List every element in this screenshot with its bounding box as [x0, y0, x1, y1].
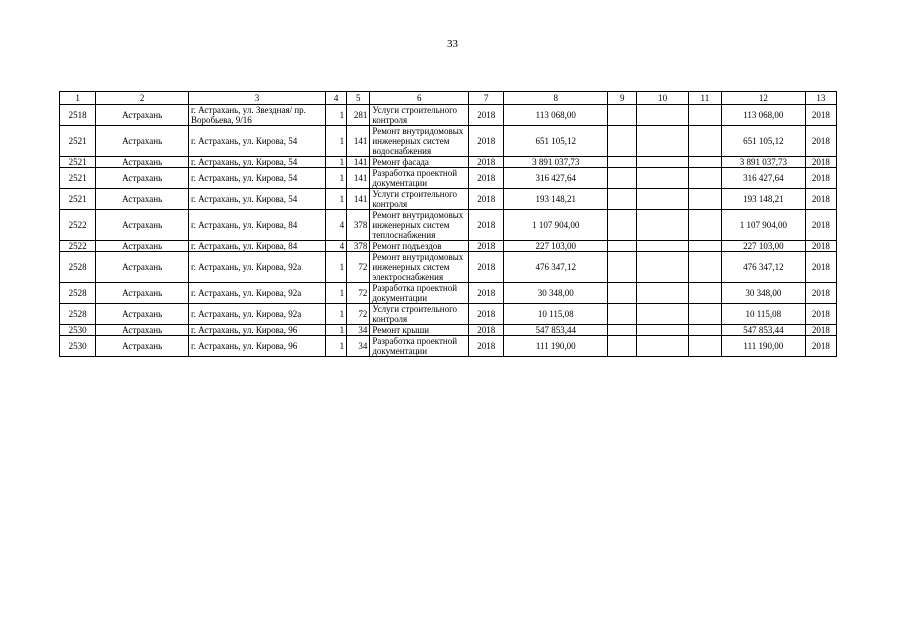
cell-col-10: [637, 336, 688, 357]
cell-address: г. Астрахань, ул. Кирова, 84: [188, 210, 325, 241]
cell-col-9: [608, 189, 637, 210]
cell-total: 651 105,12: [722, 126, 806, 157]
page-number: 33: [447, 38, 458, 50]
column-header-6: 6: [370, 92, 469, 105]
cell-col-11: [688, 304, 721, 325]
column-header-4: 4: [326, 92, 347, 105]
cell-year-2: 2018: [805, 189, 836, 210]
cell-address: г. Астрахань, ул. Кирова, 96: [188, 336, 325, 357]
cell-col-11: [688, 189, 721, 210]
cell-work-type: Разработка проектной документации: [370, 168, 469, 189]
cell-work-type: Ремонт внутридомовых инженерных систем теплоснабжения: [370, 210, 469, 241]
cell-col-11: [688, 252, 721, 283]
cell-col-9: [608, 252, 637, 283]
cell-col-9: [608, 325, 637, 336]
cell-col-11: [688, 336, 721, 357]
cell-year: 2018: [469, 283, 504, 304]
cell-object-id: 2521: [60, 189, 96, 210]
cell-year-2: 2018: [805, 105, 836, 126]
cell-total: 30 348,00: [722, 283, 806, 304]
cell-year-2: 2018: [805, 241, 836, 252]
table-row: [60, 252, 837, 283]
cell-city: Астрахань: [96, 157, 189, 168]
column-header-5: 5: [347, 92, 370, 105]
cell-city: Астрахань: [96, 325, 189, 336]
cell-col-9: [608, 304, 637, 325]
cell-col-9: [608, 105, 637, 126]
cell-total: 547 853,44: [722, 325, 806, 336]
cell-year: 2018: [469, 189, 504, 210]
table-row: [60, 157, 837, 168]
cell-year: 2018: [469, 252, 504, 283]
cell-work-type: Ремонт внутридомовых инженерных систем электроснабжения: [370, 252, 469, 283]
cell-work-type: Ремонт крыши: [370, 325, 469, 336]
cell-object-id: 2528: [60, 252, 96, 283]
cell-year: 2018: [469, 336, 504, 357]
cell-col-4: 1: [326, 105, 347, 126]
cell-work-type: Услуги строительного контроля: [370, 189, 469, 210]
cell-col-10: [637, 304, 688, 325]
cell-col-9: [608, 210, 637, 241]
cell-cost: 316 427,64: [504, 168, 608, 189]
cell-year: 2018: [469, 325, 504, 336]
header-row: [60, 92, 837, 105]
cell-total: 227 103,00: [722, 241, 806, 252]
cell-col-4: 1: [326, 126, 347, 157]
column-header-8: 8: [504, 92, 608, 105]
cell-work-type: Ремонт подъездов: [370, 241, 469, 252]
cell-col-5: 141: [347, 157, 370, 168]
cell-col-5: 141: [347, 126, 370, 157]
cell-col-5: 34: [347, 325, 370, 336]
cell-year: 2018: [469, 168, 504, 189]
cell-col-10: [637, 252, 688, 283]
cell-address: г. Астрахань, ул. Кирова, 96: [188, 325, 325, 336]
cell-col-10: [637, 210, 688, 241]
cell-cost: 3 891 037,73: [504, 157, 608, 168]
cell-cost: 193 148,21: [504, 189, 608, 210]
cell-object-id: 2530: [60, 336, 96, 357]
table-row: [60, 168, 837, 189]
cell-col-4: 1: [326, 157, 347, 168]
table-row: [60, 336, 837, 357]
cell-col-9: [608, 336, 637, 357]
cell-year-2: 2018: [805, 304, 836, 325]
cell-col-5: 34: [347, 336, 370, 357]
cell-address: г. Астрахань, ул. Кирова, 92а: [188, 283, 325, 304]
cell-total: 113 068,00: [722, 105, 806, 126]
cell-year: 2018: [469, 105, 504, 126]
cell-col-11: [688, 168, 721, 189]
cell-object-id: 2521: [60, 157, 96, 168]
column-header-1: 1: [60, 92, 96, 105]
cell-year-2: 2018: [805, 252, 836, 283]
cell-address: г. Астрахань, ул. Кирова, 92а: [188, 304, 325, 325]
column-header-7: 7: [469, 92, 504, 105]
cell-col-9: [608, 126, 637, 157]
cell-year: 2018: [469, 126, 504, 157]
cell-address: г. Астрахань, ул. Кирова, 84: [188, 241, 325, 252]
cell-city: Астрахань: [96, 105, 189, 126]
cell-col-4: 1: [326, 252, 347, 283]
cell-cost: 547 853,44: [504, 325, 608, 336]
cell-year: 2018: [469, 210, 504, 241]
cell-col-11: [688, 105, 721, 126]
table-row: [60, 304, 837, 325]
cell-col-10: [637, 168, 688, 189]
cell-work-type: Разработка проектной документации: [370, 336, 469, 357]
cell-col-10: [637, 189, 688, 210]
cell-col-5: 72: [347, 283, 370, 304]
cell-total: 3 891 037,73: [722, 157, 806, 168]
cell-col-10: [637, 283, 688, 304]
cell-cost: 1 107 904,00: [504, 210, 608, 241]
cell-year-2: 2018: [805, 336, 836, 357]
cell-cost: 476 347,12: [504, 252, 608, 283]
cell-total: 1 107 904,00: [722, 210, 806, 241]
cell-work-type: Услуги строительного контроля: [370, 105, 469, 126]
cell-col-10: [637, 157, 688, 168]
cell-col-4: 1: [326, 336, 347, 357]
cell-city: Астрахань: [96, 210, 189, 241]
cell-total: 111 190,00: [722, 336, 806, 357]
table-row: [60, 126, 837, 157]
cell-city: Астрахань: [96, 241, 189, 252]
cell-cost: 111 190,00: [504, 336, 608, 357]
cell-col-11: [688, 126, 721, 157]
cell-object-id: 2528: [60, 283, 96, 304]
cell-col-5: 72: [347, 252, 370, 283]
cell-year-2: 2018: [805, 283, 836, 304]
cell-col-5: 378: [347, 210, 370, 241]
cell-col-9: [608, 241, 637, 252]
cell-col-5: 72: [347, 304, 370, 325]
cell-col-10: [637, 126, 688, 157]
cell-year: 2018: [469, 241, 504, 252]
cell-total: 193 148,21: [722, 189, 806, 210]
table-row: [60, 210, 837, 241]
cell-cost: 651 105,12: [504, 126, 608, 157]
cell-col-4: 1: [326, 304, 347, 325]
column-header-13: 13: [805, 92, 836, 105]
cell-city: Астрахань: [96, 304, 189, 325]
cell-col-5: 378: [347, 241, 370, 252]
cell-cost: 113 068,00: [504, 105, 608, 126]
table-row: [60, 325, 837, 336]
cell-address: г. Астрахань, ул. Звездная/ пр. Воробьева, 9/16: [188, 105, 325, 126]
cell-col-4: 1: [326, 189, 347, 210]
cell-address: г. Астрахань, ул. Кирова, 92а: [188, 252, 325, 283]
cell-cost: 30 348,00: [504, 283, 608, 304]
cell-col-11: [688, 325, 721, 336]
cell-total: 316 427,64: [722, 168, 806, 189]
cell-work-type: Ремонт фасада: [370, 157, 469, 168]
cell-year-2: 2018: [805, 168, 836, 189]
cell-col-10: [637, 105, 688, 126]
cell-col-4: 1: [326, 283, 347, 304]
cell-year: 2018: [469, 304, 504, 325]
cell-address: г. Астрахань, ул. Кирова, 54: [188, 157, 325, 168]
cell-col-4: 1: [326, 325, 347, 336]
cell-object-id: 2522: [60, 210, 96, 241]
column-header-10: 10: [637, 92, 688, 105]
column-header-2: 2: [96, 92, 189, 105]
table-header: [60, 92, 837, 105]
cell-object-id: 2530: [60, 325, 96, 336]
table-body: [60, 105, 837, 357]
cell-col-4: 4: [326, 241, 347, 252]
cell-city: Астрахань: [96, 189, 189, 210]
cell-object-id: 2521: [60, 168, 96, 189]
cell-year-2: 2018: [805, 157, 836, 168]
registry-table: [59, 91, 837, 357]
cell-col-10: [637, 241, 688, 252]
cell-year-2: 2018: [805, 126, 836, 157]
cell-cost: 227 103,00: [504, 241, 608, 252]
cell-col-11: [688, 283, 721, 304]
cell-city: Астрахань: [96, 252, 189, 283]
cell-col-5: 281: [347, 105, 370, 126]
cell-object-id: 2528: [60, 304, 96, 325]
cell-col-9: [608, 168, 637, 189]
cell-city: Астрахань: [96, 168, 189, 189]
cell-address: г. Астрахань, ул. Кирова, 54: [188, 168, 325, 189]
cell-col-11: [688, 157, 721, 168]
cell-city: Астрахань: [96, 126, 189, 157]
cell-object-id: 2518: [60, 105, 96, 126]
cell-work-type: Ремонт внутридомовых инженерных систем водоснабжения: [370, 126, 469, 157]
column-header-11: 11: [688, 92, 721, 105]
cell-work-type: Услуги строительного контроля: [370, 304, 469, 325]
cell-col-11: [688, 210, 721, 241]
cell-col-5: 141: [347, 189, 370, 210]
cell-object-id: 2522: [60, 241, 96, 252]
cell-address: г. Астрахань, ул. Кирова, 54: [188, 126, 325, 157]
column-header-3: 3: [188, 92, 325, 105]
cell-col-9: [608, 157, 637, 168]
cell-col-10: [637, 325, 688, 336]
cell-address: г. Астрахань, ул. Кирова, 54: [188, 189, 325, 210]
cell-col-4: 4: [326, 210, 347, 241]
column-header-12: 12: [722, 92, 806, 105]
cell-col-5: 141: [347, 168, 370, 189]
cell-total: 476 347,12: [722, 252, 806, 283]
cell-col-9: [608, 283, 637, 304]
cell-object-id: 2521: [60, 126, 96, 157]
cell-city: Астрахань: [96, 283, 189, 304]
column-header-9: 9: [608, 92, 637, 105]
cell-col-4: 1: [326, 168, 347, 189]
cell-year-2: 2018: [805, 210, 836, 241]
cell-work-type: Разработка проектной документации: [370, 283, 469, 304]
cell-city: Астрахань: [96, 336, 189, 357]
table-row: [60, 189, 837, 210]
cell-total: 10 115,08: [722, 304, 806, 325]
table-row: [60, 283, 837, 304]
table-row: [60, 105, 837, 126]
table-row: [60, 241, 837, 252]
cell-year-2: 2018: [805, 325, 836, 336]
cell-year: 2018: [469, 157, 504, 168]
cell-cost: 10 115,08: [504, 304, 608, 325]
cell-col-11: [688, 241, 721, 252]
